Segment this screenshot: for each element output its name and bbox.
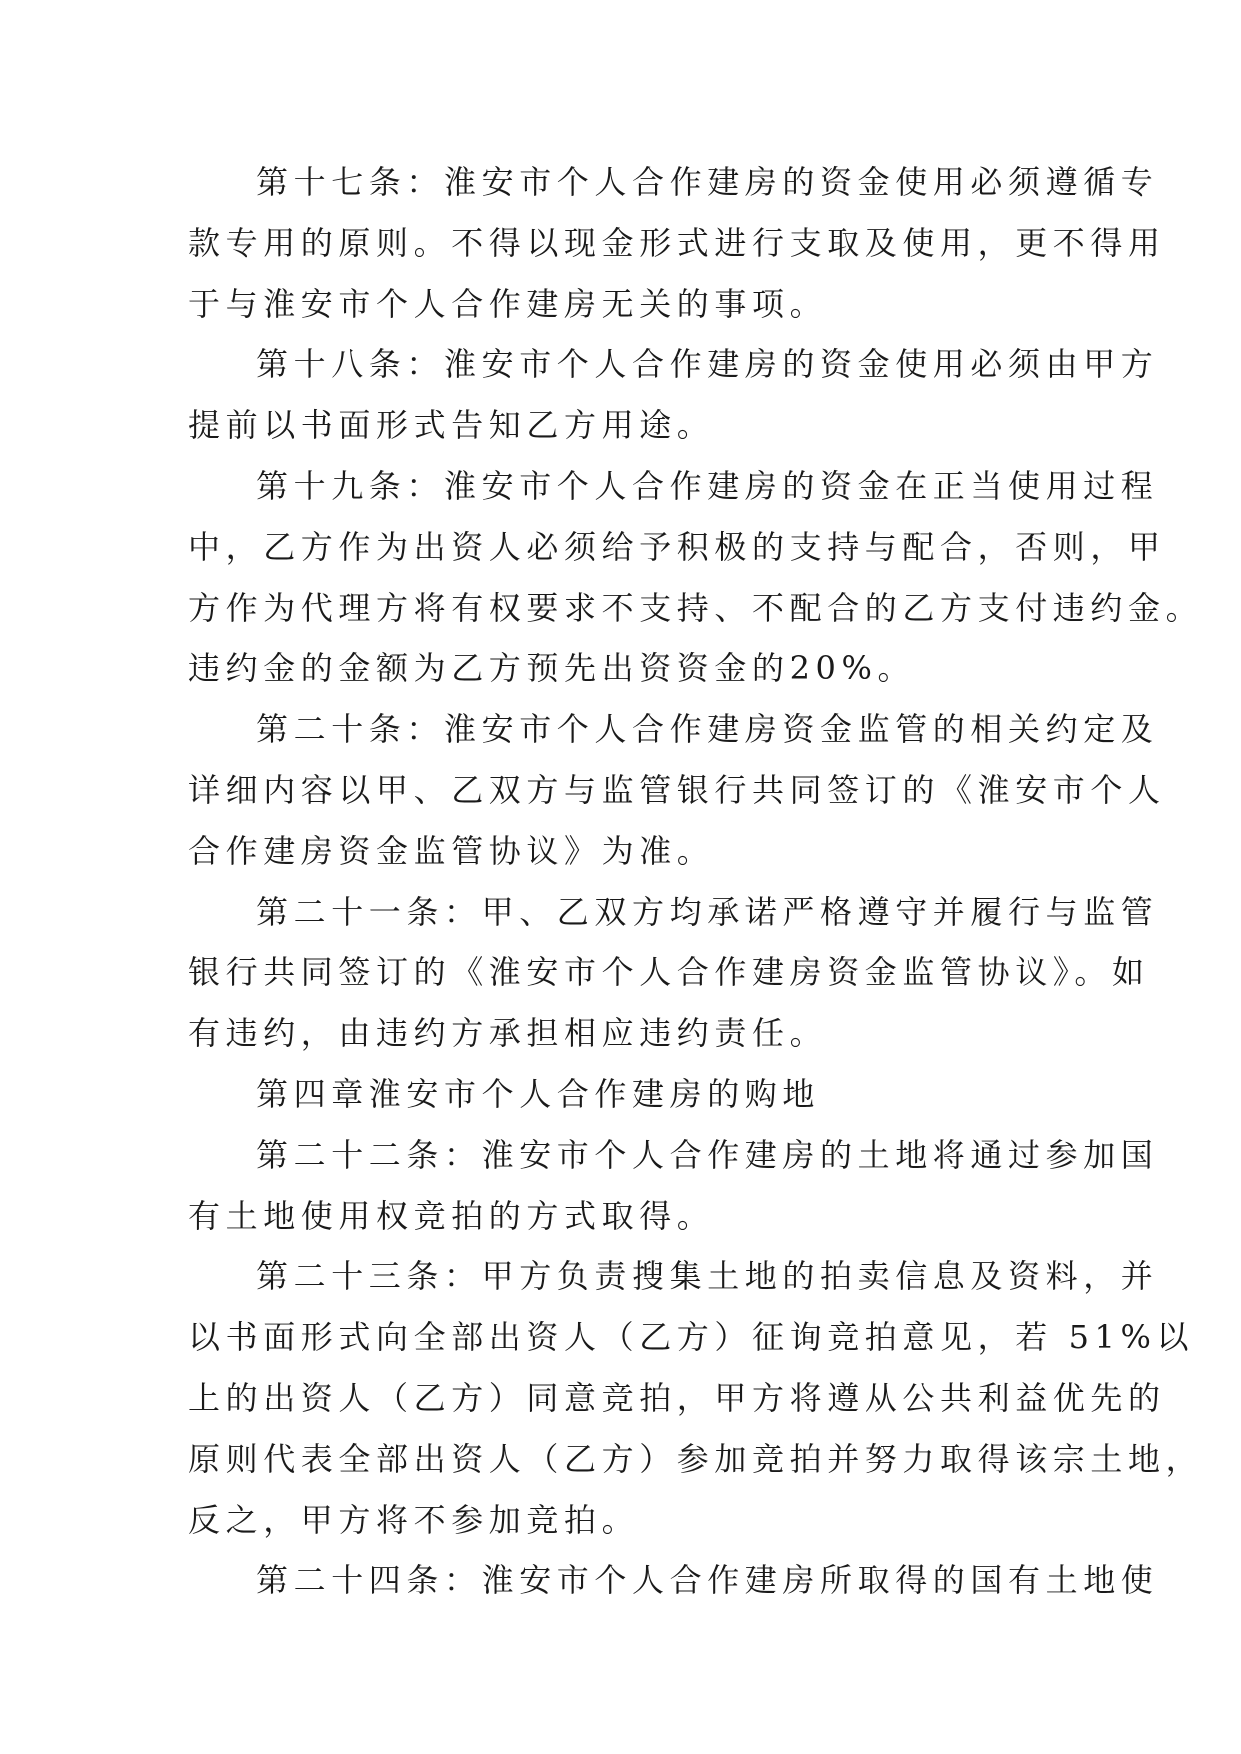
text-line: 原则代表全部出资人（乙方）参加竞拍并努力取得该宗土地，	[188, 1439, 1204, 1478]
chapter-heading: 第四章淮安市个人合作建房的购地	[256, 1074, 821, 1113]
text-line: 于与淮安市个人合作建房无关的事项。	[188, 284, 828, 323]
text-line: 第二十三条：甲方负责搜集土地的拍卖信息及资料，并	[256, 1257, 1159, 1296]
text-line: 详细内容以甲、乙双方与监管银行共同签订的《淮安市个人	[188, 770, 1166, 809]
text-line: 第二十条：淮安市个人合作建房资金监管的相关约定及	[256, 710, 1159, 749]
text-line: 第二十二条：淮安市个人合作建房的土地将通过参加国	[256, 1135, 1159, 1174]
text-line: 第二十四条：淮安市个人合作建房所取得的国有土地使	[256, 1561, 1159, 1600]
text-line: 银行共同签订的《淮安市个人合作建房资金监管协议》。如	[188, 953, 1150, 992]
text-line: 款专用的原则。不得以现金形式进行支取及使用，更不得用	[188, 223, 1166, 262]
text-line: 反之，甲方将不参加竞拍。	[188, 1500, 640, 1539]
text-line: 违约金的金额为乙方预先出资资金的20%。	[188, 649, 916, 688]
text-line: 有土地使用权竞拍的方式取得。	[188, 1196, 715, 1235]
text-line: 第十七条：淮安市个人合作建房的资金使用必须遵循专	[256, 163, 1159, 201]
text-line: 方作为代理方将有权要求不支持、不配合的乙方支付违约金。	[188, 588, 1204, 627]
text-line: 提前以书面形式告知乙方用途。	[188, 406, 715, 445]
text-line: 有违约，由违约方承担相应违约责任。	[188, 1014, 828, 1053]
text-line: 第二十一条：甲、乙双方均承诺严格遵守并履行与监管	[256, 892, 1159, 931]
text-line: 上的出资人（乙方）同意竞拍，甲方将遵从公共利益优先的	[188, 1378, 1166, 1417]
text-line: 中，乙方作为出资人必须给予积极的支持与配合，否则，甲	[188, 527, 1166, 566]
text-line: 第十八条：淮安市个人合作建房的资金使用必须由甲方	[256, 345, 1159, 384]
text-line: 第十九条：淮安市个人合作建房的资金在正当使用过程	[256, 466, 1159, 505]
document-body	[188, 152, 1204, 1611]
text-line: 以书面形式向全部出资人（乙方）征询竞拍意见，若 51%以	[188, 1318, 1195, 1357]
text-line: 合作建房资金监管协议》为准。	[188, 831, 715, 870]
